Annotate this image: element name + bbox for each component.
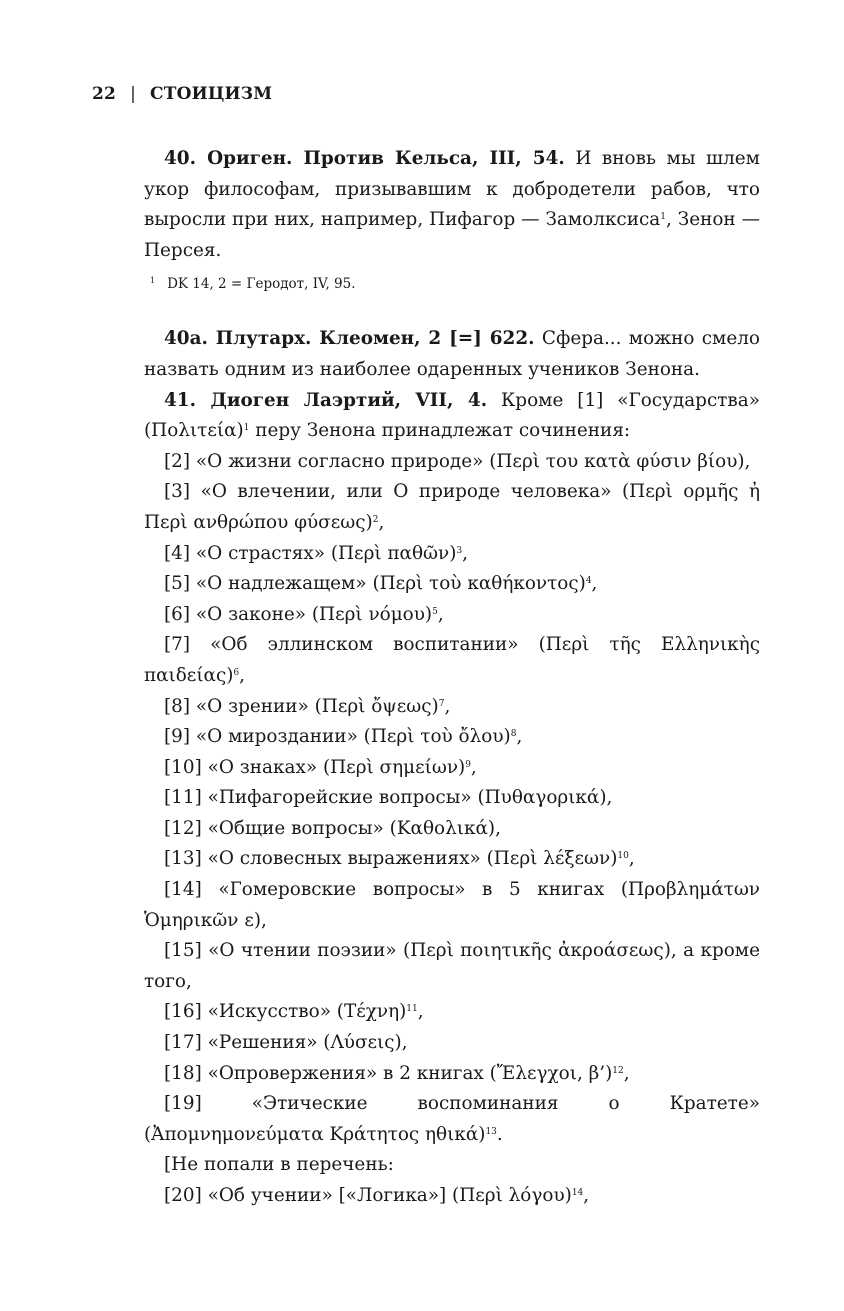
work-item [144, 1028, 760, 1059]
work-item-text: [6] «О законе» (Περὶ νόμου) [164, 603, 433, 625]
work-item-text: [2] «О жизни согласно природе» (Περὶ του κατὰ φύσιν βίου), [164, 450, 751, 472]
work-item-text: [11] «Пифагорейские вопросы» (Πυθαγορικά), [164, 787, 613, 809]
footnote-ref: 12 [612, 1065, 624, 1076]
fragment-text: Сфера... можно смело назвать одним из наиболее одаренных учеников Зенона. [144, 328, 760, 380]
work-item-text: [17] «Решения» (Λύσεις), [164, 1032, 408, 1054]
footnote-ref: 1 [243, 423, 250, 434]
fragment-41 [144, 386, 760, 447]
work-item-punct: , [628, 848, 635, 870]
work-item [144, 630, 760, 691]
work-item-punct: , [437, 603, 444, 625]
footnote-ref: 6 [233, 667, 240, 678]
page-body [144, 144, 760, 1212]
running-title: СТОИЦИЗМ [150, 84, 273, 104]
work-item [144, 997, 760, 1028]
work-item [144, 722, 760, 753]
fragment-text: перу Зенона принадлежат сочинения: [249, 420, 631, 442]
work-item-punct: , [444, 695, 451, 717]
work-item-text: [16] «Искусство» (Τέχνη) [164, 1001, 407, 1023]
work-item-text: [15] «О чтении поэзии» (Περὶ ποιητικῆς ἀκροάσεως), а кроме того, [144, 940, 760, 992]
work-item-text: [4] «О страстях» (Περὶ παθῶν) [164, 542, 457, 564]
work-item-text: [10] «О знаках» (Περὶ σημείων) [164, 756, 466, 778]
work-item-punct: , [516, 726, 523, 748]
work-item-punct: , [462, 542, 468, 564]
work-item-text: [9] «О мироздании» (Περὶ τοὺ ὄλου) [164, 726, 511, 748]
work-item-punct: , [591, 573, 598, 595]
work-item-text: [20] «Об учении» [«Логика»] (Περὶ λόγου) [164, 1185, 572, 1206]
work-item-punct: . [496, 1123, 503, 1145]
work-item [144, 875, 760, 936]
work-item-text: [14] «Гомеровские вопросы» в 5 книгах (Προβλημάτων Ὁμηρικῶν ε), [144, 879, 760, 931]
footnote-ref: 4 [585, 576, 592, 587]
work-item-punct: , [470, 756, 477, 778]
footnote-ref: 14 [571, 1188, 584, 1198]
footnote-ref: 7 [438, 698, 445, 709]
fragment-text: Кроме [1] «Государства» (Πολιτεία) [144, 389, 760, 442]
footnote-ref: 2 [372, 514, 379, 525]
work-item [144, 936, 760, 997]
work-item [144, 447, 760, 478]
footnote [144, 274, 760, 294]
fragment-label: 40а. Плутарх. Клеомен, 2 [=] 622. [164, 328, 535, 350]
work-item [144, 783, 760, 814]
work-item [144, 600, 760, 631]
work-item-text: [7] «Об эллинском воспитании» (Περὶ τῆς Ελληνικὴς παιδείας) [144, 634, 760, 686]
fragment-label: 41. Диоген Лаэртий, VII, 4. [164, 389, 488, 411]
work-item-text: [8] «О зрении» (Περὶ ὄψεως) [164, 695, 439, 717]
work-item-text: [19] «Этические воспоминания о Кратете» (Ἀπομνημονεύματα Κράτητος ηθικά) [144, 1093, 760, 1145]
fragment-text: , Зенон — Персея. [144, 209, 761, 261]
footnote-ref: 8 [510, 729, 517, 740]
work-item [144, 477, 760, 538]
work-item-punct: , [417, 1001, 424, 1023]
footnote-ref: 5 [432, 606, 438, 617]
work-item-punct: , [378, 511, 385, 533]
fragment-40 [144, 144, 760, 266]
work-item-text: [3] «О влечении, или О природе человека» (Περὶ ορμῆς ἠ Περὶ ανθρώπου φύσεως) [144, 481, 760, 533]
works-list [144, 447, 760, 1212]
spacer [144, 294, 760, 324]
work-item-punct: , [583, 1185, 590, 1206]
work-item [144, 1181, 760, 1212]
work-item [144, 569, 760, 600]
footnote-ref: 11 [406, 1004, 418, 1015]
footnote-ref: 13 [485, 1126, 497, 1137]
work-item-text: [12] «Общие вопросы» (Καθολικά), [164, 817, 501, 839]
work-item-text: [Не попали в перечень: [164, 1154, 394, 1176]
footnote-number: 1 [150, 276, 156, 286]
fragment-label: 40. Ориген. Против Кельса, III, 54. [164, 148, 565, 169]
work-item [144, 1150, 760, 1181]
footnote-text: DK 14, 2 = Геродот, IV, 95. [167, 276, 356, 293]
page-number: 22 [92, 84, 117, 104]
work-item [144, 692, 760, 723]
work-item-text: [13] «О словесных выражениях» (Περὶ λέξεων) [164, 848, 618, 870]
work-item [144, 844, 760, 875]
work-item [144, 1089, 760, 1150]
work-item-text: [18] «Опровержения» в 2 книгах (Ἔλεγχοι, β’) [164, 1062, 613, 1084]
footnote-ref: 1 [660, 212, 666, 223]
fragment-text: И вновь мы шлем укор философам, призывавшим к добродетели рабов, что выросли при них, например, Пифагор — Замолксиса [144, 148, 760, 231]
fragment-40a [144, 324, 760, 385]
footnote-ref: 9 [465, 759, 471, 770]
work-item-punct: , [239, 664, 246, 686]
running-header [92, 84, 272, 104]
work-item [144, 1059, 760, 1090]
header-separator: | [130, 84, 136, 104]
work-item [144, 753, 760, 784]
work-item-text: [5] «О надлежащем» (Περὶ τοὺ καθήκοντος) [164, 573, 586, 595]
work-item-punct: , [623, 1062, 630, 1084]
work-item [144, 539, 760, 570]
work-item [144, 814, 760, 845]
footnote-ref: 10 [617, 851, 629, 862]
footnote-ref: 3 [456, 545, 463, 556]
